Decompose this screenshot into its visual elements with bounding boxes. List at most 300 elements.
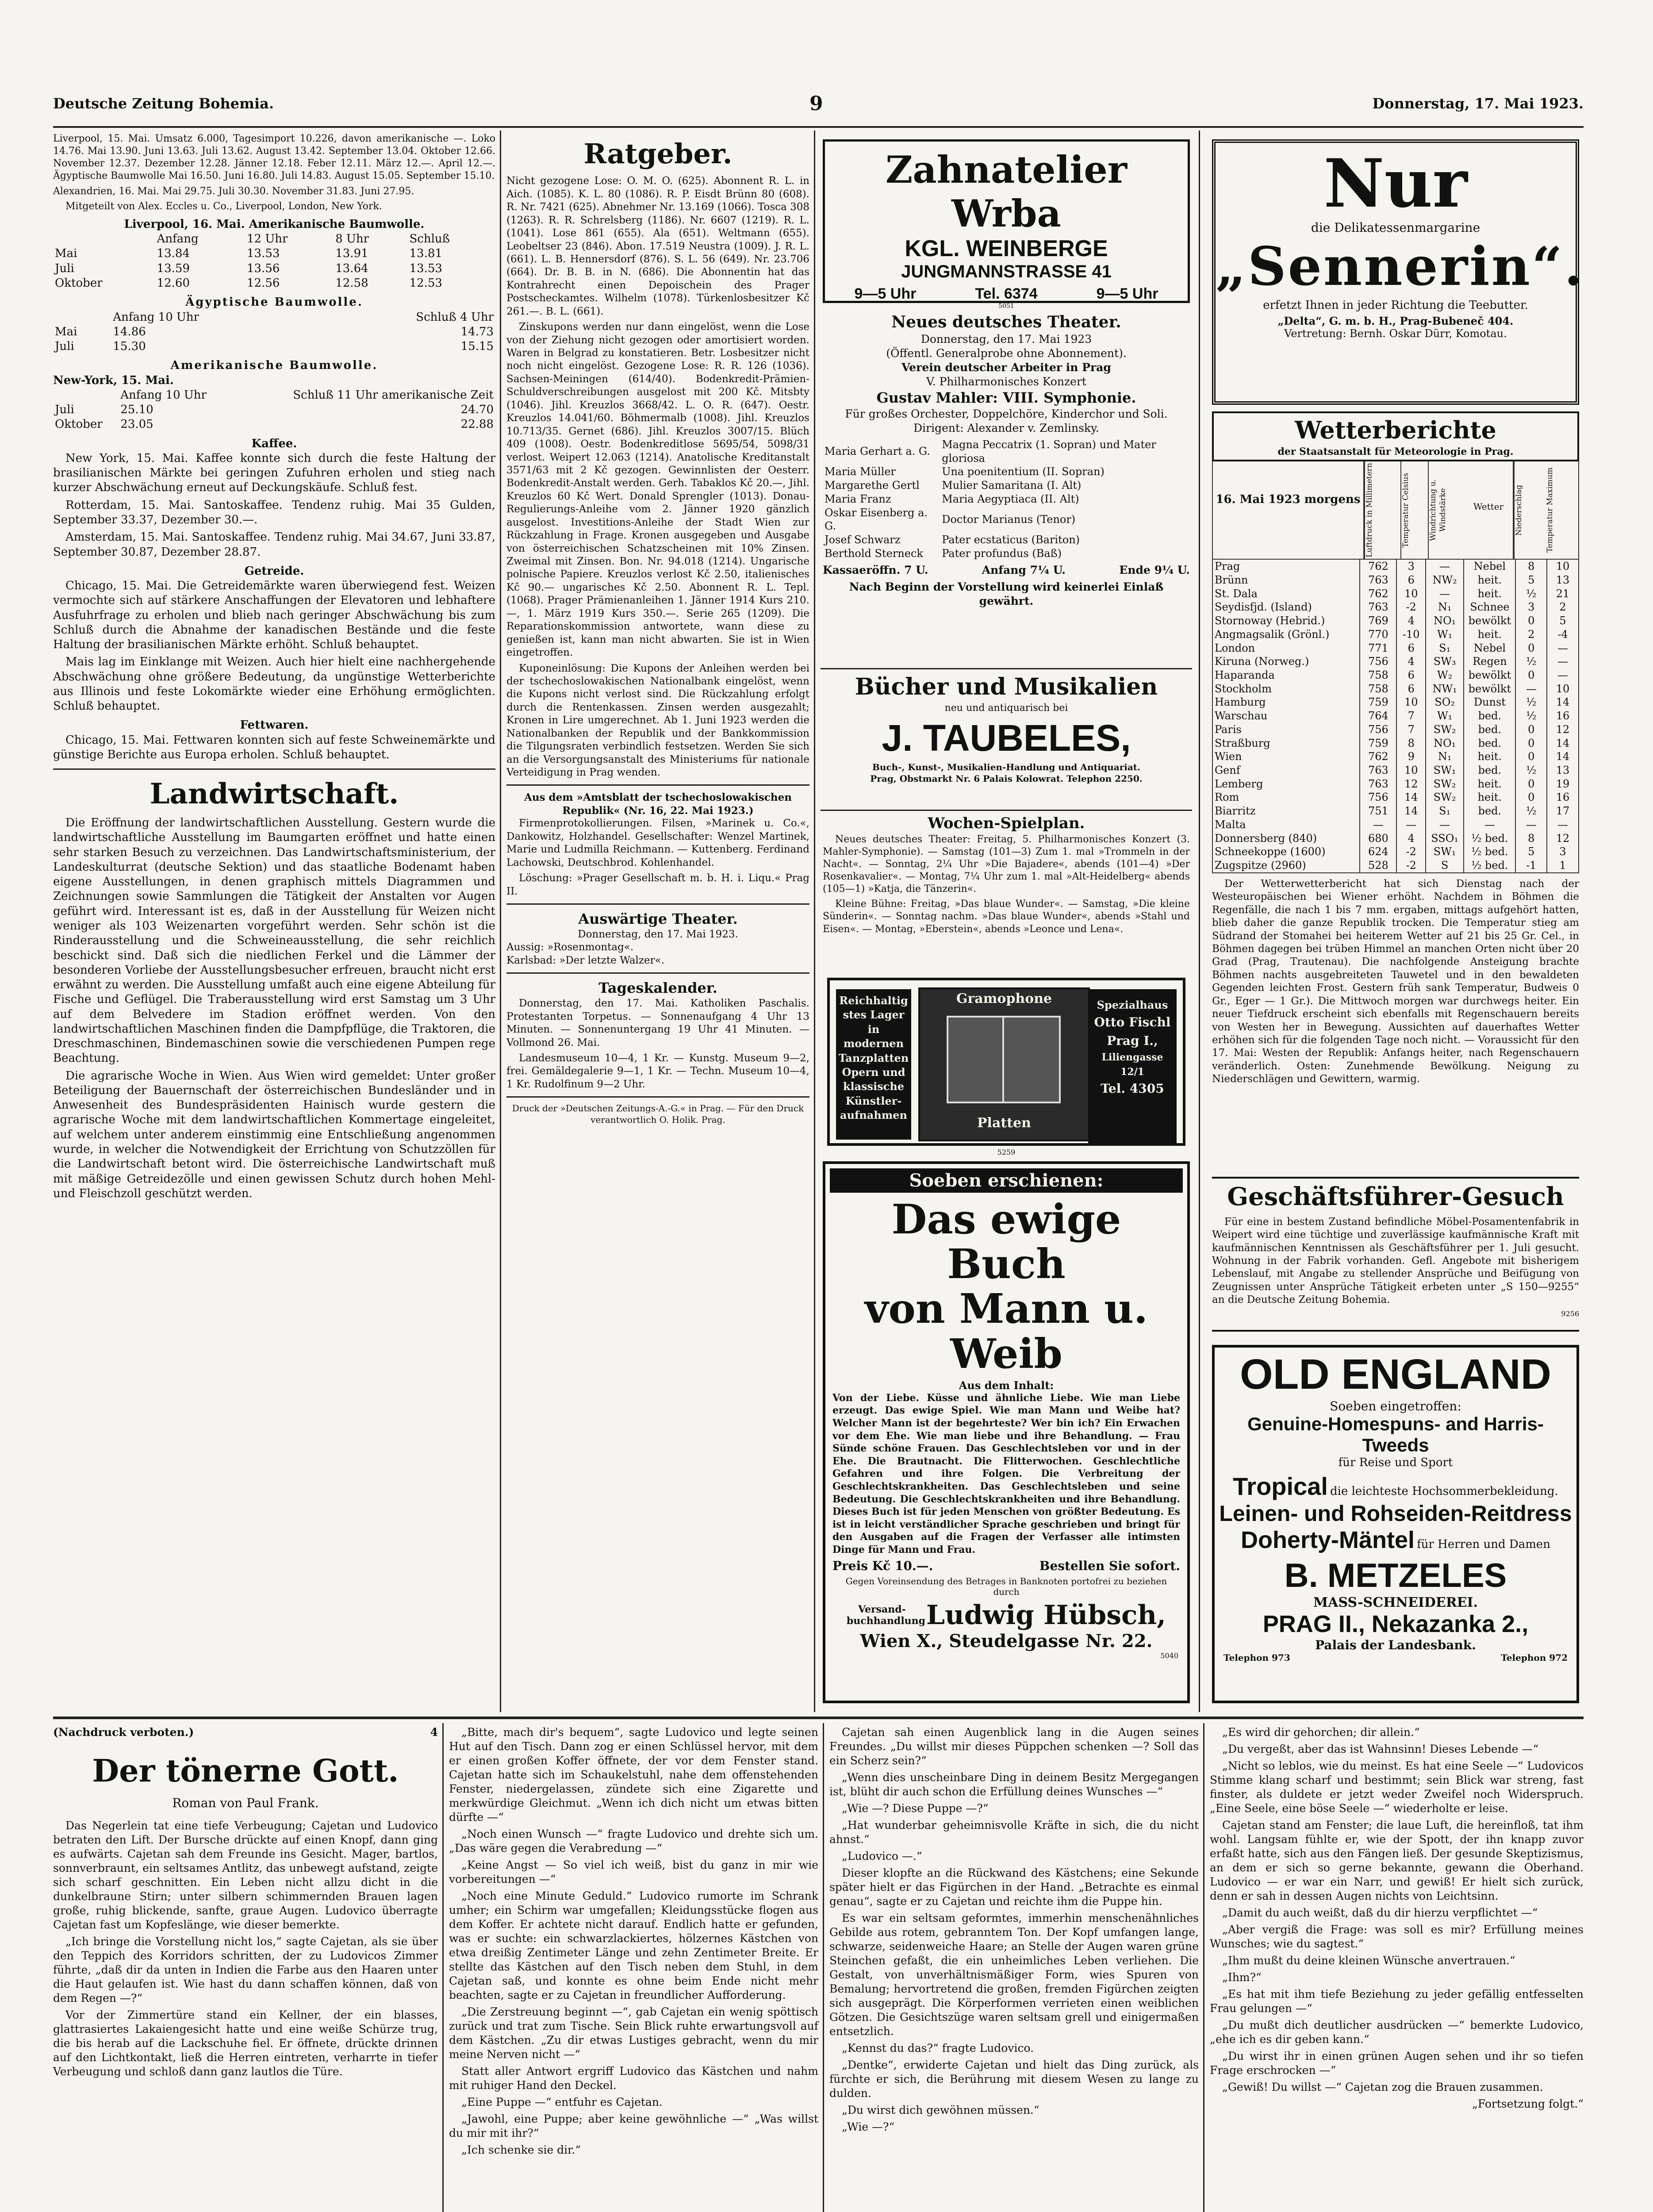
theater-item: Aussig: »Rosenmontag«. <box>506 941 634 953</box>
fat-heading: Fettwaren. <box>240 718 309 732</box>
weather-value: 14 <box>1556 750 1570 763</box>
land-report: Die Eröffnung der landwirtschaftlichen Ausstellung. Gestern wurde die landwirtschaftliche Ausstellung im Baumgarten eröffnet und hatte einen sehr starken Besuch zu verzeichnen. Das Landwirtschaftsministerium, der Landeskulturrat (deutsche Sektion) und das staatliche Bodenamt haben eigene Ausstellungen, in denen graphisch mittels Diagrammen und Zeichnungen sowie Sammlungen die Tätigkeit der Anstalten vor Augen geführt wird. Interessant ist es, daß in der Ausstellung für Weizen nicht weniger als 103 Weizenarten vorgeführt werden. Sehr schön ist die Rinderausstellung und die Schweineausstellung, die sehr reichlich beschickt sind. Daß sich die niedlichen Ferkel und die Lämmer der besonderen Vorliebe der Ausstellungsbesucher erfreuen, braucht nicht erst erwähnt zu werden. Die Ausstellung umfaßt auch eine eigene Abteilung für Fische und Geflügel. Die Traberausstellung wird erst Samstag um 3 Uhr auf dem Belvedere im Stadion eröffnet werden. Von den landwirtschaftlichen Maschinen finden die Dampfpflüge, die Traktoren, die Dreschmaschinen, Bindemaschinen sowie die verschiedenen Pumpen rege Beachtung. <box>53 816 495 1065</box>
weather-value: 4 <box>1396 832 1426 845</box>
weather-value: 759 <box>1360 737 1396 750</box>
table-cell: Oktober <box>55 418 103 431</box>
weather-value: 7 <box>1396 723 1426 737</box>
weather-value: bewölkt <box>1464 668 1515 682</box>
weather-value: -1 <box>1515 859 1547 873</box>
table-cell: 12.56 <box>246 276 280 290</box>
weather-station: Haparanda <box>1212 668 1360 682</box>
ad-text: Künstler- <box>845 1094 902 1107</box>
weather-station: St. Dala <box>1212 587 1360 601</box>
weather-value: 751 <box>1360 804 1396 818</box>
story-paragraph: „Keine Angst — So viel ich weiß, bist du ganz in mir wie vorbereitungen —“ <box>449 1859 818 1886</box>
book-address: Wien X., Steudelgasse Nr. 22. <box>860 1631 1153 1652</box>
weather-station: Genf <box>1212 764 1360 777</box>
weather-value: 10 <box>1396 587 1426 601</box>
gramophone-ad <box>827 978 1185 1146</box>
ad-code: 9256 <box>1561 1309 1579 1318</box>
ad-text: Opern und <box>842 1065 905 1079</box>
weather-value: — <box>1396 818 1426 832</box>
weather-text: Der Wetterwetterbericht hat sich Dienstag nach der Westeuropäischen bei Wiener erhöht. Nachdem in Böhmen die Regenfälle, die nach 1 bis 7 mm. ergaben, mittags aufgehört hatten, blieb daher die ganze Republik trocken. Die Temperatur stieg am Südrand der Stomahei bei heiterem Wetter auf 21 bis 25 Gr. Cel., in Böhmen dagegen bei trüben Himmel an manchen Orten nicht über 20 Grad (Prag, Trautenau). Die nachfolgende Ansteigung brachte Böhmen nachts ausgebreiteten Tauwetel und in den bewaldeten Gegenden leichten Frost. Gestern früh sank Temperatur, Budweis 0 Gr., Eger — 1 Gr.). Die Mittwoch morgen war durchwegs heiter. Ein neuer Tiefdruck erscheint sich ebenfalls mit Regenschauern bereits von Westen her in Bewegung. Aussichten auf dauerhaftes Wetter erhöhen sich für die folgenden Tage noch nicht. — Voraussicht für den 17. Mai: Westen der Republik: Anfangs heiter, nach Regenschauern veränderlich. Osten: Zunehmende Bewölkung. Neigung zu Niederschlägen und Gewittern, warmig. <box>1212 878 1579 1085</box>
section-rule <box>506 903 809 905</box>
coffee-heading: Kaffee. <box>251 437 297 450</box>
weather-row <box>1212 804 1579 818</box>
weather-value: 9 <box>1396 750 1426 764</box>
ny-heading: New-York, 15. Mai. <box>53 373 174 387</box>
story-paragraph: Dieser klopfte an die Rückwand des Kästchens; eine Sekunde später hielt er das Figürchen in der Hand. „Betrachte es einmal genau“, sagte er zu Cajetan und reichte ihm die Puppe hin. <box>829 1866 1199 1908</box>
england-firm2: MASS-SCHNEIDEREI. <box>1313 1595 1478 1610</box>
cast-singer: Maria Gerhart a. G. <box>825 445 930 458</box>
coffee-report: Amsterdam, 15. Mai. Santoskaffee. Tendenz ruhig. Mai 34.67, Juni 33.87, September 30.87, Dezember 28.87. <box>53 530 495 559</box>
weather-value: NW₂ <box>1426 573 1464 587</box>
weather-row <box>1212 587 1579 601</box>
ratgeber-column <box>506 133 809 1712</box>
weather-station: Stornoway (Hebrid.) <box>1212 614 1360 628</box>
weather-value: bed. <box>1464 723 1515 737</box>
story-paragraph: „Es hat mit ihm tiefe Beziehung zu jeder gefällig entfesselten Frau gelungen —“ <box>1210 1988 1584 2015</box>
table-row <box>823 479 1190 492</box>
weather-value: ½ <box>1515 709 1547 723</box>
story-column-2 <box>449 1725 818 2212</box>
story-paragraph: Statt aller Antwort ergriff Ludovico das Kästchen und nahm mit ruhiger Hand den Deckel. <box>449 2065 818 2092</box>
weather-value: 8 <box>1515 560 1547 573</box>
weather-station: Malta <box>1212 818 1360 832</box>
weather-col-head: Wetter <box>1464 461 1514 559</box>
weather-value: ½ bed. <box>1464 832 1515 845</box>
weather-value: 763 <box>1360 600 1396 614</box>
ad-text: klassische <box>843 1080 905 1093</box>
table-header: Schluß <box>409 232 450 246</box>
ndt-sub: (Öffentl. Generalprobe ohne Abonnement). <box>886 347 1127 360</box>
weather-value: 14 <box>1396 804 1426 818</box>
weather-col-head: Windrichtung u. Windstärke <box>1428 461 1464 559</box>
ad-text: Otto Fischl <box>1094 1015 1171 1029</box>
table-cell: 13.56 <box>246 261 280 275</box>
weather-value: SW₂ <box>1426 791 1464 804</box>
weather-value: 21 <box>1556 587 1570 600</box>
weather-row <box>1212 845 1579 859</box>
table-cell: 13.91 <box>335 247 368 261</box>
weather-value: 4 <box>1396 655 1426 668</box>
book-seller-row <box>825 1600 1187 1631</box>
taubeles-line4: Prag, Obstmarkt Nr. 6 Palais Kolowrat. Telephon 2250. <box>870 773 1143 784</box>
england-tel-row <box>1215 1652 1576 1663</box>
ndt-date: Donnerstag, den 17. Mai 1923 <box>920 333 1092 346</box>
cast-singer: Maria Müller <box>825 465 896 478</box>
weather-station: London <box>1212 641 1360 655</box>
weather-value: S₁ <box>1426 641 1464 655</box>
book-content: Von der Liebe. Küsse und ähnliche Liebe. Wie man Liebe erzeugt. Das ewige Spiel. Wie man Mann und Weibe hat? Welcher Mann ist der begehrteste? Wer bin ich? Ein Erwachen vor dem Ehe. Wie man liebe und ihre Behandlung. — Frau Sünde schöne Frauen. Das Geschlechtsleben vor und in der Ehe. Die Brautnacht. Die Flitterwochen. Geschlechtliche Gefahren und ihre Folgen. Die Verbreitung der Geschlechtskrankheiten. Das Geschlechtsleben und seine Bedeutung. Die Geschlechtskrankheiten und ihre Behandlung. Dieses Buch ist für jeden Menschen von größter Bedeutung. Es ist in leicht verständlicher Sprache geschrieben und bringt für den Ausgaben auf die Fragen der Verfasser alle intimsten Dinge für Mann und Frau. <box>832 1392 1180 1555</box>
table-header: Schluß 11 Uhr amerikanische Zeit <box>293 388 494 402</box>
weather-value: 0 <box>1515 641 1547 655</box>
weather-value: 770 <box>1360 628 1396 641</box>
story-paragraph: Es war ein seltsam geformtes, immerhin menschenähnliches Gebilde aus rotem, gebranntem Ton. Der Kopf umfangen lange, schwarze, seidenweiche Haare; an Stelle der Augen waren grüne Steinchen gefaßt, die ein unheimliches Leben verliehen. Die Gestalt, von unverhältnismäßiger Form, wies Spuren von Bemalung; hervortretend die großen, fremden Figürchen zeigten sich ausgeprägt. Die Körperformen verrieten einen weiblichen Götzen. Die Gesichtszüge waren seltsam grell und einigermaßen entsetzlich. <box>829 1912 1199 2038</box>
column-rule <box>442 1723 444 2212</box>
weather-value: 3 <box>1559 845 1566 858</box>
story-paragraph: Das Negerlein tat eine tiefe Verbeugung; Cajetan und Ludovico betraten den Lift. Der Bursche drückte auf einen Knopf, dann ging es aufwärts. Cajetan sah dem Freunde ins Gesicht. Mager, bartlos, sonnverbraunt, ein seltsames Antlitz, das unbewegt aufstand, zeigte sich scharf geschnitten. Ein Leben nicht allzu dicht in die dunkelbraune Stirn; unter silbern schimmernden Brauen lagen große, ruhig blickende, sanfte, graue Augen. Ludovico überragte Cajetan fast um Kopfeslänge, wie dieser bemerkte. <box>53 1819 438 1932</box>
weather-value: W₂ <box>1426 668 1464 682</box>
weather-row <box>1212 750 1579 764</box>
weather-value: -4 <box>1557 628 1568 641</box>
page-number: 9 <box>809 92 823 115</box>
weather-station: Lemberg <box>1212 777 1360 791</box>
weather-station: Donnersberg (840) <box>1212 832 1360 845</box>
weather-row <box>1212 723 1579 737</box>
column-rule <box>500 131 501 1712</box>
weather-station: Wien <box>1212 750 1360 764</box>
england-tropical-row <box>1215 1472 1576 1501</box>
weather-value: 758 <box>1360 682 1396 696</box>
egypt-table <box>53 310 495 354</box>
cast-role: Doctor Marianus (Tenor) <box>942 513 1076 526</box>
weather-value: 1 <box>1559 859 1566 872</box>
weather-value: — <box>1464 818 1515 832</box>
ad-text: in modernen <box>843 1022 904 1050</box>
weather-value: 756 <box>1360 655 1396 668</box>
weather-value: — <box>1426 818 1464 832</box>
table-cell: 13.53 <box>409 261 442 275</box>
weather-station: Brünn <box>1212 573 1360 587</box>
weather-value: — <box>1515 682 1547 696</box>
table-header <box>53 388 119 403</box>
weather-value: 0 <box>1515 791 1547 804</box>
weather-value: SO₂ <box>1426 695 1464 709</box>
table-row <box>53 276 495 291</box>
table-cell: Juli <box>55 403 74 417</box>
book-seller: Ludwig Hübsch, <box>926 1600 1166 1631</box>
weather-value: SW₃ <box>1426 655 1464 668</box>
nur-line3: erfetzt Ihnen in jeder Richtung die Teebutter. <box>1263 299 1528 312</box>
weather-row <box>1212 600 1579 614</box>
weather-value: — <box>1426 560 1464 573</box>
weather-value: N₁ <box>1426 750 1464 764</box>
weather-title-box <box>1212 411 1579 461</box>
weather-value: heit. <box>1464 573 1515 587</box>
weather-value: SW₂ <box>1426 723 1464 737</box>
dentist-street2: JUNGMANNSTRASSE 41 <box>901 262 1112 281</box>
story-paragraph: „Damit du auch weißt, daß du dir hierzu verpflichtet —“ <box>1222 1906 1538 1919</box>
ndt-headline: Gustav Mahler: VIII. Symphonie. <box>876 389 1136 407</box>
weather-value: 762 <box>1360 560 1396 573</box>
table-cell: 25.10 <box>120 403 153 417</box>
weather-row <box>1212 614 1579 628</box>
england-firm: B. METZELES <box>1284 1557 1507 1594</box>
weather-value: ½ <box>1515 655 1547 668</box>
story-paragraph: Cajetan sah einen Augenblick lang in die Augen seines Freundes. „Du willst mir dieses Püppchen schenken —? Soll das ein Scherz sein?“ <box>829 1726 1199 1767</box>
weather-row <box>1212 573 1579 587</box>
weather-row <box>1212 818 1579 832</box>
weather-station: Prag <box>1212 560 1360 573</box>
table-cell: 13.59 <box>157 261 190 275</box>
taubeles-ad <box>823 672 1190 805</box>
weather-value: bewölkt <box>1464 682 1515 696</box>
book-cond: Gegen Voreinsendung des Betrages in Banknoten portofrei zu beziehen durch <box>845 1576 1167 1598</box>
table-row <box>53 261 495 276</box>
weather-station: Straßburg <box>1212 737 1360 750</box>
story-paragraph: „Ihm?“ <box>1222 1971 1262 1984</box>
nur-line5: Vertretung: Bernh. Oskar Dürr, Komotau. <box>1284 327 1507 340</box>
table-cell: 13.81 <box>409 247 442 261</box>
cast-singer: Oskar Eisenberg a. G. <box>825 506 928 533</box>
ad-code: 5040 <box>1160 1651 1178 1660</box>
story-paragraph: „Du wirst dich gewöhnen müssen.“ <box>842 2104 1039 2116</box>
ad-code: 5259 <box>997 1148 1016 1156</box>
cotton-report: Alexandrien, 16. Mai. Mai 29.75. Juli 30.30. November 31.83. Juni 27.95. <box>53 185 414 197</box>
story-paragraph: „Aber vergiß die Frage: was soll es mir? Erfüllung meines Wunsches; wie du sagtest.“ <box>1210 1923 1584 1950</box>
weather-station: Schneekoppe (1600) <box>1212 845 1360 859</box>
weather-value: NO₁ <box>1426 614 1464 628</box>
print-footer: Druck der »Deutschen Zeitungs-A.-G.« in Prag. — Für den Druck verantwortlich O. Holik. Prag. <box>512 1103 804 1125</box>
nur-title: Nur <box>1323 145 1468 223</box>
cast-role: Maria Aegyptiaca (II. Alt) <box>942 492 1079 505</box>
weather-value: W₁ <box>1426 709 1464 723</box>
kalender-text: Landesmuseum 10—4, 1 Kr. — Kunstg. Museum 9—2, frei. Gemäldegalerie 9—1, 1 Kr. — Techn. Museum 10—4, 1 Kr. Rudolfinum 9—2 Uhr. <box>506 1052 809 1090</box>
cast-singer: Maria Franz <box>825 492 891 505</box>
dentist-ad <box>823 139 1190 310</box>
weather-value: 5 <box>1515 573 1547 587</box>
weather-value: heit. <box>1464 777 1515 791</box>
weather-row <box>1212 628 1579 641</box>
weather-value: Schnee <box>1464 600 1515 614</box>
weather-row <box>1212 859 1579 873</box>
weather-value: bed. <box>1464 737 1515 750</box>
weather-value: ½ <box>1515 695 1547 709</box>
fat-report: Chicago, 15. Mai. Fettwaren konnten sich auf feste Schweinemärkte und günstige Berichte aus Europa erholen. Schluß behauptet. <box>53 733 495 761</box>
ad-text: Prag I., <box>1107 1033 1158 1048</box>
land-report: Die agrarische Woche in Wien. Aus Wien wird gemeldet: Unter großer Beteiligung der Bauernschaft der österreichischen Bundesländer und in Anwesenheit des Bundespräsidenten Hainisch wurde gestern die agrarische Woche mit dem landwirtschaftlichen Kommertage eingeleitet, auf welchem unter anderem einstimmig eine Entschließung angenommen wurde, in welcher die Notwendigkeit der Errichtung von Schutzzöllen für die Landwirtschaft betont wird. Die österreichische Landwirtschaft muß mit mäßige Getreidezölle und einen gewissen Schutz durch hohen Mehl- und Fleischzoll geschützt werden. <box>53 1069 495 1200</box>
section-rule <box>506 1096 809 1098</box>
book-order: Bestellen Sie sofort. <box>1039 1559 1180 1574</box>
weather-value: 2 <box>1559 601 1566 614</box>
weather-value: 14 <box>1556 696 1570 709</box>
cast-role: Una poenitentium (II. Sopran) <box>942 465 1105 478</box>
markets-column <box>53 133 495 1712</box>
weather-value: 10 <box>1556 682 1570 695</box>
weather-station: Seydisfjd. (Island) <box>1212 600 1360 614</box>
story-paragraph: „Hat wunderbar geheimnisvolle Kräfte in sich, die du nicht ahnst.“ <box>829 1819 1199 1846</box>
england-sub: Soeben eingetroffen: <box>1330 1399 1461 1413</box>
section-rule <box>821 810 1192 811</box>
story-label: (Nachdruck verboten.) <box>53 1726 194 1739</box>
weather-value: — <box>1557 669 1569 682</box>
spielplan <box>823 814 1190 973</box>
story-paragraph: „Ich schenke sie dir.“ <box>461 2143 581 2156</box>
kalender-heading: Tageskalender. <box>598 979 717 997</box>
weather-col-head: Temperatur Maximum <box>1546 468 1554 553</box>
cotton-report: Liverpool, 15. Mai. Umsatz 6.000, Tagesimport 10.226, davon amerikanische —. Loko 14.76. Mai 13.90. Juni 13.63. Juli 13.62. August 13.42. September 13.04. Oktober 12.66. November 12.37. Dezember 12.28. Jänner 12.18. Feber 12.11. März 12.—. April 12.—. Ägyptische Baumwolle Mai 16.50. Juni 16.80. Juli 14.83. August 15.05. September 15.10. <box>53 133 495 182</box>
weather-value: heit. <box>1464 750 1515 764</box>
spielplan-heading: Wochen-Spielplan. <box>928 814 1085 832</box>
section-rule <box>53 768 495 770</box>
table-cell: Mai <box>55 247 77 261</box>
weather-head-row <box>1212 461 1579 560</box>
weather-value: 756 <box>1360 791 1396 804</box>
table-header-row <box>53 232 495 246</box>
england-line3: Leinen- und Rohseiden-Reitdress <box>1219 1501 1572 1526</box>
weather-value: 0 <box>1515 668 1547 682</box>
story-paragraph: „Wenn dies unscheinbare Ding in deinem Besitz Mergegangen ist, blüht dir auch schon die Erfüllung deines Wunsches —“ <box>829 1771 1199 1798</box>
table-cell: 23.05 <box>120 418 153 431</box>
book-price: Preis Kč 10.—. <box>832 1559 933 1574</box>
weather-station: Kiruna (Norweg.) <box>1212 655 1360 668</box>
weather-value: 14 <box>1556 737 1570 749</box>
weather-value: S <box>1426 859 1464 873</box>
weather-value: 759 <box>1360 695 1396 709</box>
weather-value: 763 <box>1360 777 1396 791</box>
weather-row <box>1212 709 1579 723</box>
story-paragraph: Cajetan stand am Fenster; die laue Luft, die hereinfloß, tat ihm wohl. Langsam fühlte er, wie der Spott, der ihn knapp zuvor erfaßt hatte, sich aus den Fängen ließ. Der gesunde Skeptizismus, an dem er sich so gerne bekannte, gewann die Oberhand. Ludovico — er war ein Narr, und gewiß! Er hielt sich zurück, denn er sah in dessen Augen nichts von Leichtsinn. <box>1210 1819 1584 1902</box>
cast-role: Pater profundus (Baß) <box>942 547 1062 560</box>
theater-heading: Auswärtige Theater. <box>578 910 738 927</box>
column-rule <box>823 1723 824 2212</box>
liverpool-heading: Liverpool, 16. Mai. Amerikanische Baumwolle. <box>124 217 425 231</box>
weather-value: Dunst <box>1464 695 1515 709</box>
nur-line4: „Delta“, G. m. b. H., Prag-Bubeneč 404. <box>1277 315 1514 327</box>
weather-value: -10 <box>1396 628 1426 641</box>
weather-value: 8 <box>1515 832 1547 845</box>
weather-value: 0 <box>1515 614 1547 628</box>
column-rule <box>1203 1723 1204 2212</box>
weather-row <box>1212 682 1579 696</box>
weather-value: heit. <box>1464 628 1515 641</box>
book-title1: Das ewige Buch <box>891 1195 1121 1288</box>
column-rule <box>1199 131 1200 1712</box>
england-line1: Genuine-Homespuns- and Harris-Tweeds <box>1247 1413 1544 1455</box>
table-cell: 22.88 <box>460 418 494 431</box>
weather-row <box>1212 791 1579 804</box>
table-row <box>823 465 1190 479</box>
time-text: Anfang 7¼ U. <box>982 563 1066 576</box>
weather-value: bed. <box>1464 764 1515 777</box>
american-heading: Amerikanische Baumwolle. <box>170 359 378 373</box>
weather-value: 0 <box>1515 737 1547 750</box>
table-cell: 12.58 <box>335 276 368 290</box>
spielplan-text: Neues deutsches Theater: Freitag, 5. Philharmonisches Konzert (3. Mahler-Symphonie). — Samstag (101—3) Zum 1. mal »Trommeln in der Nacht«. — Sonntag, 2¼ Uhr »Die Bajadere«, abends (101—4) »Der Rosenkavalier«. — Montag, 7¼ Uhr zum 1. mal »Alt-Heidelberg« abends (105—1) »Katja, die Tänzerin«. <box>823 833 1190 895</box>
sources-text: Löschung: »Prager Gesellschaft m. b. H. i. Liqu.« Prag II. <box>506 872 809 897</box>
weather-value: 771 <box>1360 641 1396 655</box>
story-paragraph: „Gewiß! Du willst —“ Cajetan zog die Brauen zusammen. <box>1222 2081 1543 2093</box>
weather-sub: der Staatsanstalt für Meteorologie in Prag. <box>1277 446 1514 458</box>
weather-station: Paris <box>1212 723 1360 737</box>
cast-role: Pater ecstaticus (Bariton) <box>942 534 1080 546</box>
ratgeber-text: Kuponeinlösung: Die Kupons der Anleihen werden bei der tschechoslowakischen Nationalbank eingelöst, wenn die Kupons nicht verlost sind. Die Rückzahlung erfolgt durch die Rentenkassen. Zinsen werden ausgezahlt; Kronen in Lire umgerechnet. Ab 1. Juni 1923 werden die Nationalbanken der Republik und der Bankkommission die Tilgungsraten verbindlich festsetzen. Werden Sie sich an die Versorgungsanstalt des Ministeriums für nationale Verteidigung in Prag wenden. <box>506 662 809 779</box>
weather-value: NW₁ <box>1426 682 1464 696</box>
table-row <box>823 533 1190 547</box>
table-header <box>53 232 155 246</box>
job-text: Für eine in bestem Zustand befindliche Möbel-Posamentenfabrik in Weipert wird eine tüchtige und zuverlässige kaufmännische Kraft mit kaufmännischen Kenntnissen als Geschäftsführer per 1. Juli gesucht. Wohnung in der Fabrik vorhanden. Gefl. Angebote mit bisherigem Lebenslauf, mit Angabe zu stellender Ansprüche und Beifügung von Zeugnissen unter Ansprüche Tätigkeit erbeten unter „S 150—9255“ an die Deutsche Zeitung Bohemia. <box>1212 1216 1579 1306</box>
england-address: PRAG II., Nekazanka 2., <box>1262 1611 1529 1637</box>
weather-value: heit. <box>1464 791 1515 804</box>
england-line4b: für Herren und Damen <box>1417 1538 1551 1551</box>
sennerin-ad <box>1212 139 1584 405</box>
grain-heading: Getreide. <box>244 564 304 578</box>
table-header: Anfang 10 Uhr <box>113 310 199 324</box>
theater-item: Karlsbad: »Der letzte Walzer«. <box>506 954 665 966</box>
table-header-row <box>53 388 495 403</box>
weather-value: 6 <box>1396 641 1426 655</box>
weather-value: 10 <box>1396 764 1426 777</box>
ratgeber-text: Nicht gezogene Lose: O. M. O. (625). Abonnent R. L. in Aich. (1085). K. L. 80 (1086). R. P. Eisdt Brünn 80 (608). R. Nr. 7421 (625). Abnehmer Nr. 13.169 (1066). Tosca 308 (1263). R. R. Schrelsberg (1186). Nr. 6607 (1219). R. L. (1041). Lose 861 (655). Ala (651). Weltmann (655). Leobeltser 23 (846). Abon. 17.519 Neustra (1009). J. R. L. (661). L. B. Hennersdorf (876). S. L. 56 (649). Nr. 23.706 (664). Dr. B. B. in N. (686). Die Abonnentin hat das Kontrahrecht einen Depoischein des Prager Postscheckamtes. Wilhelm (1078). Türkenlosbesitzer Kč 261.—. B. L. (661). <box>506 175 809 317</box>
nur-brand: „Sennerin“. <box>1216 235 1584 298</box>
weather-value: 0 <box>1515 723 1547 737</box>
weather-value: 12 <box>1556 832 1570 845</box>
liverpool-table <box>53 232 495 291</box>
table-cell: 12.60 <box>157 276 190 290</box>
weather-value: 10 <box>1556 560 1570 573</box>
cast-role: Mulier Samaritana (I. Alt) <box>942 479 1082 492</box>
table-header-row <box>53 310 495 325</box>
weather-value: 4 <box>1396 614 1426 628</box>
weather-station: Stockholm <box>1212 682 1360 696</box>
table-cell: 15.15 <box>460 340 494 353</box>
weather-value: 6 <box>1396 573 1426 587</box>
weather-value: ½ <box>1515 587 1547 601</box>
job-title: Geschäftsführer-Gesuch <box>1227 1182 1564 1211</box>
weather-value: SW₂ <box>1426 777 1464 791</box>
weather-station: Rom <box>1212 791 1360 804</box>
weather-value: 3 <box>1396 560 1426 573</box>
weather-value: 14 <box>1396 791 1426 804</box>
gramophone-right-panel <box>1088 989 1177 1143</box>
taubeles-line1: Bücher und Musikalien <box>855 673 1158 700</box>
weather-value: 7 <box>1396 709 1426 723</box>
taubeles-line2: neu und antiquarisch bei <box>944 702 1068 714</box>
column-rule <box>814 131 815 1712</box>
weather-value: — <box>1515 818 1547 832</box>
dentist-street1: KGL. WEINBERGE <box>905 236 1108 261</box>
story-paragraph: „Ludovico —.“ <box>842 1850 922 1863</box>
weather-col-head: Niederschlag <box>1514 461 1546 559</box>
story-number: 4 <box>430 1726 438 1739</box>
section-rule <box>506 972 809 974</box>
story-paragraph: „Kennst du das?“ fragte Ludovico. <box>842 2042 1034 2055</box>
weather-row <box>1212 777 1579 791</box>
weather-value: 528 <box>1360 859 1396 873</box>
weather-table <box>1212 560 1579 873</box>
door-divider <box>1002 1018 1004 1102</box>
table-header: Anfang 10 Uhr <box>120 388 207 402</box>
book-ad <box>823 1161 1190 1703</box>
job-ad <box>1212 1177 1579 1332</box>
table-cell: 14.86 <box>113 325 146 338</box>
weather-value: 756 <box>1360 723 1396 737</box>
book-banner: Soeben erschienen: <box>830 1168 1183 1193</box>
weather-row <box>1212 641 1579 655</box>
story-title: Der tönerne Gott. <box>92 1752 399 1789</box>
ad-code: 5051 <box>998 303 1014 310</box>
book-title2: von Mann u. Weib <box>865 1285 1148 1378</box>
weather-date: 16. Mai 1923 morgens <box>1213 461 1364 559</box>
taubeles-name: J. TAUBELES, <box>882 717 1131 759</box>
gramophone-title: Gramophone <box>956 991 1052 1006</box>
feuilleton-rule <box>53 1717 1584 1719</box>
ndt-concert: V. Philharmonisches Konzert <box>926 375 1086 388</box>
weather-col-head: Temperatur Celsius <box>1400 461 1428 559</box>
hours-text: Tel. 6374 <box>975 285 1038 302</box>
table-cell: Oktober <box>55 276 103 290</box>
table-row <box>53 417 495 432</box>
weather-value: heit. <box>1464 587 1515 601</box>
ad-text: Reichhaltig <box>839 994 908 1007</box>
table-header <box>53 310 111 325</box>
weather-station: Hamburg <box>1212 695 1360 709</box>
table-row <box>823 506 1190 533</box>
weather-row <box>1212 695 1579 709</box>
table-cell: 24.70 <box>460 403 494 417</box>
table-header: Anfang <box>157 232 199 246</box>
